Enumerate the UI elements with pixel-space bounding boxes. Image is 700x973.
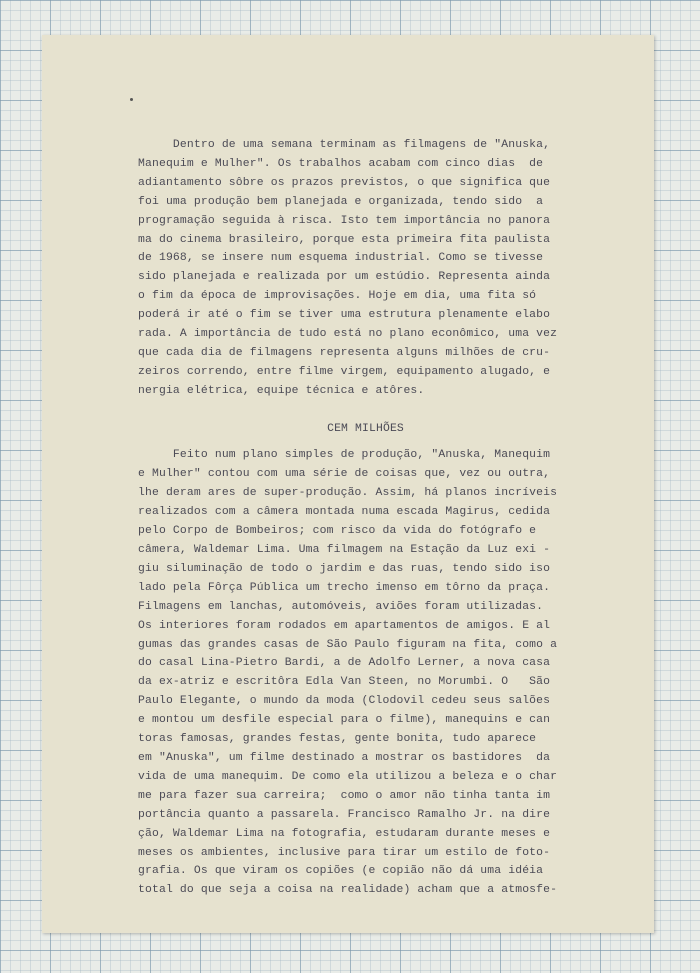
text-line: pelo Corpo de Bombeiros; com risco da vida do fotógrafo e <box>138 525 537 538</box>
text-line: meses os ambientes, inclusive para tirar um estilo de foto- <box>138 846 551 859</box>
text-line: Os interiores foram rodados em apartamentos de amigos. E al <box>138 619 551 632</box>
text-line: giu siluminação de todo o jardim e das ruas, tendo sido iso <box>138 562 551 575</box>
text-line: programação seguida à risca. Isto tem importância no panora <box>138 214 551 227</box>
text-line: lado pela Fôrça Pública um trecho imenso em tôrno da praça. <box>138 581 551 594</box>
text-line: gumas das grandes casas de São Paulo figuram na fita, como a <box>138 638 558 651</box>
text-line: adiantamento sôbre os prazos previstos, o que significa que <box>138 176 551 189</box>
typewritten-page <box>42 35 654 933</box>
section-heading: CEM MILHÕES <box>327 422 404 435</box>
text-line: poderá ir até o fim se tiver uma estrutura plenamente elabo <box>138 309 551 322</box>
text-line: Paulo Elegante, o mundo da moda (Clodovil cedeu seus salões <box>138 695 551 708</box>
text-line: grafia. Os que viram os copiões (e copião não dá uma idéia <box>138 865 544 878</box>
text-line: sido planejada e realizada por um estúdio. Representa ainda <box>138 271 551 284</box>
text-line: em "Anuska", um filme destinado a mostrar os bastidores da <box>138 751 551 764</box>
text-line: e Mulher" contou com uma série de coisas que, vez ou outra, <box>138 468 551 481</box>
spacer <box>138 401 633 420</box>
text-line: me para fazer sua carreira; como o amor não tinha tanta im <box>138 789 551 802</box>
text-line: ção, Waldemar Lima na fotografia, estudaram durante meses e <box>138 827 551 840</box>
page-text <box>138 136 633 900</box>
ink-dot <box>130 98 133 101</box>
text-line: Feito num plano simples de produção, "Anuska, Manequim <box>138 449 551 462</box>
text-line: Filmagens em lanchas, automóveis, aviões foram utilizadas. <box>138 600 544 613</box>
spacer <box>138 438 633 446</box>
text-line: lhe deram ares de super-produção. Assim, há planos incríveis <box>138 487 558 500</box>
text-line: portância quanto a passarela. Francisco Ramalho Jr. na dire <box>138 808 551 821</box>
text-line: realizados com a câmera montada numa escada Magirus, cedida <box>138 506 551 519</box>
text-line: rada. A importância de tudo está no plano econômico, uma vez <box>138 328 558 341</box>
text-line: o fim da época de improvisações. Hoje em dia, uma fita só <box>138 290 537 303</box>
text-line: nergia elétrica, equipe técnica e atôres. <box>138 384 425 397</box>
text-line: foi uma produção bem planejada e organizada, tendo sido a <box>138 195 544 208</box>
text-line: ma do cinema brasileiro, porque esta primeira fita paulista <box>138 233 551 246</box>
text-line: e montou um desfile especial para o filme), manequins e can <box>138 714 551 727</box>
text-line: de 1968, se insere num esquema industrial. Como se tivesse <box>138 252 544 265</box>
text-line: vida de uma manequim. De como ela utilizou a beleza e o char <box>138 770 558 783</box>
text-line: total do que seja a coisa na realidade) acham que a atmosfe- <box>138 884 558 897</box>
text-line: toras famosas, grandes festas, gente bonita, tudo aparece <box>138 733 537 746</box>
text-line: Dentro de uma semana terminam as filmagens de "Anuska, <box>138 139 551 151</box>
text-line: que cada dia de filmagens representa alguns milhões de cru- <box>138 346 551 359</box>
text-line: da ex-atriz e escritôra Edla Van Steen, no Morumbi. O São <box>138 676 551 689</box>
text-line: do casal Lina-Pietro Bardi, a de Adolfo Lerner, a nova casa <box>138 657 551 670</box>
text-line: zeiros correndo, entre filme virgem, equipamento alugado, e <box>138 365 551 378</box>
text-line: Manequim e Mulher". Os trabalhos acabam com cinco dias de <box>138 157 544 170</box>
text-line: câmera, Waldemar Lima. Uma filmagem na Estação da Luz exi - <box>138 544 551 557</box>
